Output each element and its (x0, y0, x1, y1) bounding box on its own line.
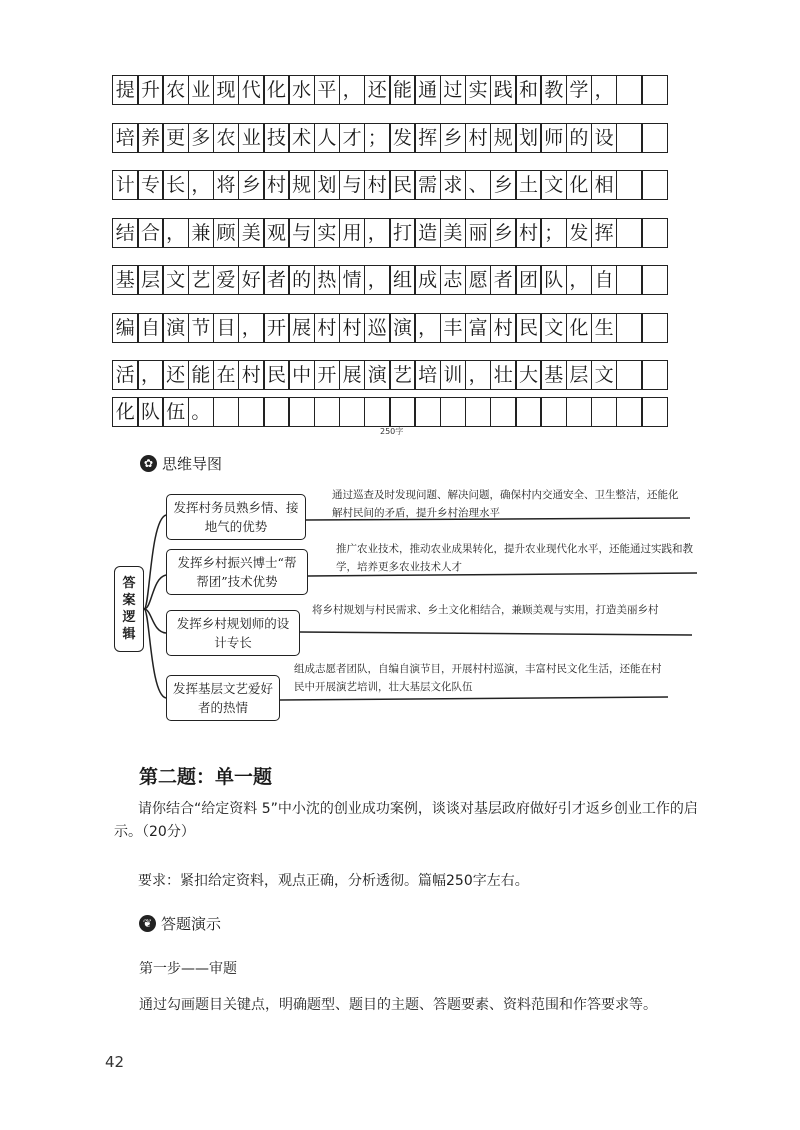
essay-cell: 结 (112, 218, 139, 248)
essay-cell: 编 (112, 313, 139, 343)
essay-cell: 展 (339, 360, 366, 390)
mindmap-node-2: 发挥乡村振兴博士“帮帮团”技术优势 (166, 549, 308, 595)
mindmap-note-3: 将乡村规划与村民需求、乡土文化相结合，兼顾美观与实用，打造美丽乡村 (312, 604, 659, 616)
essay-cell: 需 (414, 170, 441, 200)
essay-cell: 土 (515, 170, 542, 200)
sprout-icon: ❦ (139, 915, 156, 932)
essay-cell: 计 (112, 170, 139, 200)
essay-cell: 大 (515, 360, 542, 390)
essay-cell: 业 (238, 123, 265, 153)
essay-cell: ， (137, 360, 164, 390)
flower-icon: ✿ (140, 455, 157, 472)
essay-cell: 通 (414, 75, 441, 105)
essay-cell: 民 (263, 360, 290, 390)
essay-cell: 师 (540, 123, 567, 153)
essay-cell: 乡 (238, 170, 265, 200)
essay-cell: 还 (364, 75, 391, 105)
mindmap-note-4: 组成志愿者团队，自编自演节目，开展村村巡演，丰富村民文化生活，还能在村民中开展演艺培训，壮大基层文化队伍 (294, 663, 662, 693)
essay-cell: 村 (465, 123, 492, 153)
demo-text: 通过勾画题目关键点，明确题型、题目的主题、答题要素、资料范围和作答要求等。 (139, 997, 657, 1013)
essay-cell: ； (364, 123, 391, 153)
question-prompt: 请你结合“给定资料 5”中小沈的创业成功案例，谈谈对基层政府做好引才返乡创业工作的启示。（20分） (114, 801, 698, 840)
essay-cell: ； (540, 218, 567, 248)
essay-cell: 化 (112, 397, 139, 427)
demo-title: 答题演示 (161, 915, 222, 933)
essay-cell: 目 (213, 313, 240, 343)
essay-cell: 演 (162, 313, 189, 343)
essay-cell: 愿 (465, 265, 492, 295)
essay-cell: ， (364, 218, 391, 248)
essay-cell: 层 (137, 265, 164, 295)
essay-cell: 合 (137, 218, 164, 248)
essay-cell: 乡 (490, 170, 517, 200)
essay-cell: 村 (515, 218, 542, 248)
essay-cell: 划 (314, 170, 341, 200)
essay-cell: 农 (213, 123, 240, 153)
essay-cell: 学 (566, 75, 593, 105)
essay-cell: 文 (162, 265, 189, 295)
essay-cell: 伍 (162, 397, 189, 427)
essay-cell: 设 (591, 123, 618, 153)
essay-cell: 开 (263, 313, 290, 343)
essay-cell: 自 (137, 313, 164, 343)
essay-cell: 中 (288, 360, 315, 390)
mindmap-node-3: 发挥乡村规划师的设计专长 (166, 610, 300, 656)
essay-cell: 丽 (465, 218, 492, 248)
mindmap-note-2: 推广农业技术，推动农业成果转化，提升农业现代化水平，还能通过实践和教学，培养更多农业技术人才 (336, 543, 693, 573)
essay-cell: 团 (515, 265, 542, 295)
essay-cell: 村 (314, 313, 341, 343)
essay-cell: 过 (440, 75, 467, 105)
essay-cell: 规 (288, 170, 315, 200)
essay-cell: 规 (490, 123, 517, 153)
essay-cell: 者 (263, 265, 290, 295)
essay-cell: 美 (238, 218, 265, 248)
essay-cell: 志 (440, 265, 467, 295)
question-requirement: 要求：紧扣给定资料，观点正确，分析透彻。篇幅250字左右。 (138, 873, 529, 889)
mindmap-node-4: 发挥基层文艺爱好者的热情 (166, 675, 280, 721)
essay-cell: 能 (389, 75, 416, 105)
essay-cell: 与 (288, 218, 315, 248)
essay-cell: 文 (540, 170, 567, 200)
essay-cell: 化 (263, 75, 290, 105)
essay-cell: 实 (465, 75, 492, 105)
essay-cell: 生 (591, 313, 618, 343)
essay-cell: 组 (389, 265, 416, 295)
essay-cell: ， (465, 360, 492, 390)
essay-cell: 村 (490, 313, 517, 343)
essay-cell: 演 (364, 360, 391, 390)
demo-step: 第一步——审题 (139, 961, 237, 977)
essay-cell: 基 (540, 360, 567, 390)
essay-cell: 美 (440, 218, 467, 248)
essay-cell: 还 (162, 360, 189, 390)
essay-cell: 民 (389, 170, 416, 200)
essay-cell: 训 (440, 360, 467, 390)
essay-cell: 、 (465, 170, 492, 200)
essay-cell: 乡 (490, 218, 517, 248)
essay-cell: 教 (540, 75, 567, 105)
mindmap-node-1: 发挥村务员熟乡情、接地气的优势 (166, 494, 306, 540)
essay-cell: 好 (238, 265, 265, 295)
essay-cell: 挥 (414, 123, 441, 153)
essay-cell: 多 (188, 123, 215, 153)
essay-cell: 巡 (364, 313, 391, 343)
essay-cell: 水 (288, 75, 315, 105)
essay-cell: 技 (263, 123, 290, 153)
essay-cell: 打 (389, 218, 416, 248)
essay-cell: 的 (566, 123, 593, 153)
essay-cell: 升 (137, 75, 164, 105)
essay-cell: 村 (263, 170, 290, 200)
essay-cell: 观 (263, 218, 290, 248)
essay-cell: 化 (566, 170, 593, 200)
essay-cell: 实 (314, 218, 341, 248)
essay-cell: ， (566, 265, 593, 295)
essay-cell: 挥 (591, 218, 618, 248)
essay-cell: 民 (515, 313, 542, 343)
essay-cell: 富 (465, 313, 492, 343)
essay-cell: 者 (490, 265, 517, 295)
essay-cell: 能 (188, 360, 215, 390)
essay-cell: 艺 (389, 360, 416, 390)
essay-cell: 村 (339, 313, 366, 343)
essay-cell: 造 (414, 218, 441, 248)
essay-cell: 活 (112, 360, 139, 390)
essay-cell: 队 (540, 265, 567, 295)
mindmap-note-1: 通过巡查及时发现问题、解决问题，确保村内交通安全、卫生整洁，还能化解村民间的矛盾，提升乡村治理水平 (332, 489, 679, 519)
essay-cell: ， (188, 170, 215, 200)
essay-cell: 代 (238, 75, 265, 105)
essay-cell: 现 (213, 75, 240, 105)
word-count: 250字 (380, 427, 404, 436)
demo-header (139, 913, 221, 934)
essay-cell: ， (339, 75, 366, 105)
essay-cell: ， (591, 75, 618, 105)
essay-cell: 顾 (213, 218, 240, 248)
essay-cell: 的 (288, 265, 315, 295)
essay-cell: 将 (213, 170, 240, 200)
essay-cell: ， (364, 265, 391, 295)
mindmap-title: 思维导图 (162, 455, 223, 473)
essay-cell: 爱 (213, 265, 240, 295)
essay-cell: 艺 (188, 265, 215, 295)
question-title: 第二题：单一题 (139, 766, 273, 788)
essay-cell: ， (414, 313, 441, 343)
essay-cell: 培 (414, 360, 441, 390)
essay-cell: 丰 (440, 313, 467, 343)
essay-cell: 养 (137, 123, 164, 153)
essay-cell: 平 (314, 75, 341, 105)
essay-cell: 文 (591, 360, 618, 390)
essay-cell: 热 (314, 265, 341, 295)
essay-cell: 术 (288, 123, 315, 153)
essay-cell: 村 (364, 170, 391, 200)
essay-cell: 演 (389, 313, 416, 343)
essay-cell: 专 (137, 170, 164, 200)
essay-cell: 层 (566, 360, 593, 390)
essay-cell: 农 (162, 75, 189, 105)
essay-cell: 求 (440, 170, 467, 200)
essay-cell: 化 (566, 313, 593, 343)
essay-cell: 队 (137, 397, 164, 427)
essay-cell: 提 (112, 75, 139, 105)
essay-cell: 长 (162, 170, 189, 200)
essay-cell: 与 (339, 170, 366, 200)
essay-cell: 才 (339, 123, 366, 153)
essay-cell: 发 (566, 218, 593, 248)
essay-cell: 村 (238, 360, 265, 390)
essay-cell: 和 (515, 75, 542, 105)
essay-cell: ， (162, 218, 189, 248)
essay-cell: 更 (162, 123, 189, 153)
mindmap-root: 答案逻辑 (114, 566, 144, 652)
essay-cell: 在 (213, 360, 240, 390)
essay-cell: 人 (314, 123, 341, 153)
essay-cell: 展 (288, 313, 315, 343)
essay-cell: 划 (515, 123, 542, 153)
essay-cell: 发 (389, 123, 416, 153)
page-number: 42 (105, 1053, 125, 1071)
essay-cell: 节 (188, 313, 215, 343)
essay-cell: 。 (188, 397, 215, 427)
essay-cell: 壮 (490, 360, 517, 390)
essay-cell: ， (238, 313, 265, 343)
essay-cell: 相 (591, 170, 618, 200)
essay-cell: 兼 (188, 218, 215, 248)
essay-cell: 乡 (440, 123, 467, 153)
essay-cell: 用 (339, 218, 366, 248)
essay-cell: 业 (188, 75, 215, 105)
essay-cell: 培 (112, 123, 139, 153)
essay-cell: 自 (591, 265, 618, 295)
essay-cell: 开 (314, 360, 341, 390)
essay-cell: 情 (339, 265, 366, 295)
essay-cell: 文 (540, 313, 567, 343)
essay-cell: 践 (490, 75, 517, 105)
essay-cell: 基 (112, 265, 139, 295)
essay-cell: 成 (414, 265, 441, 295)
